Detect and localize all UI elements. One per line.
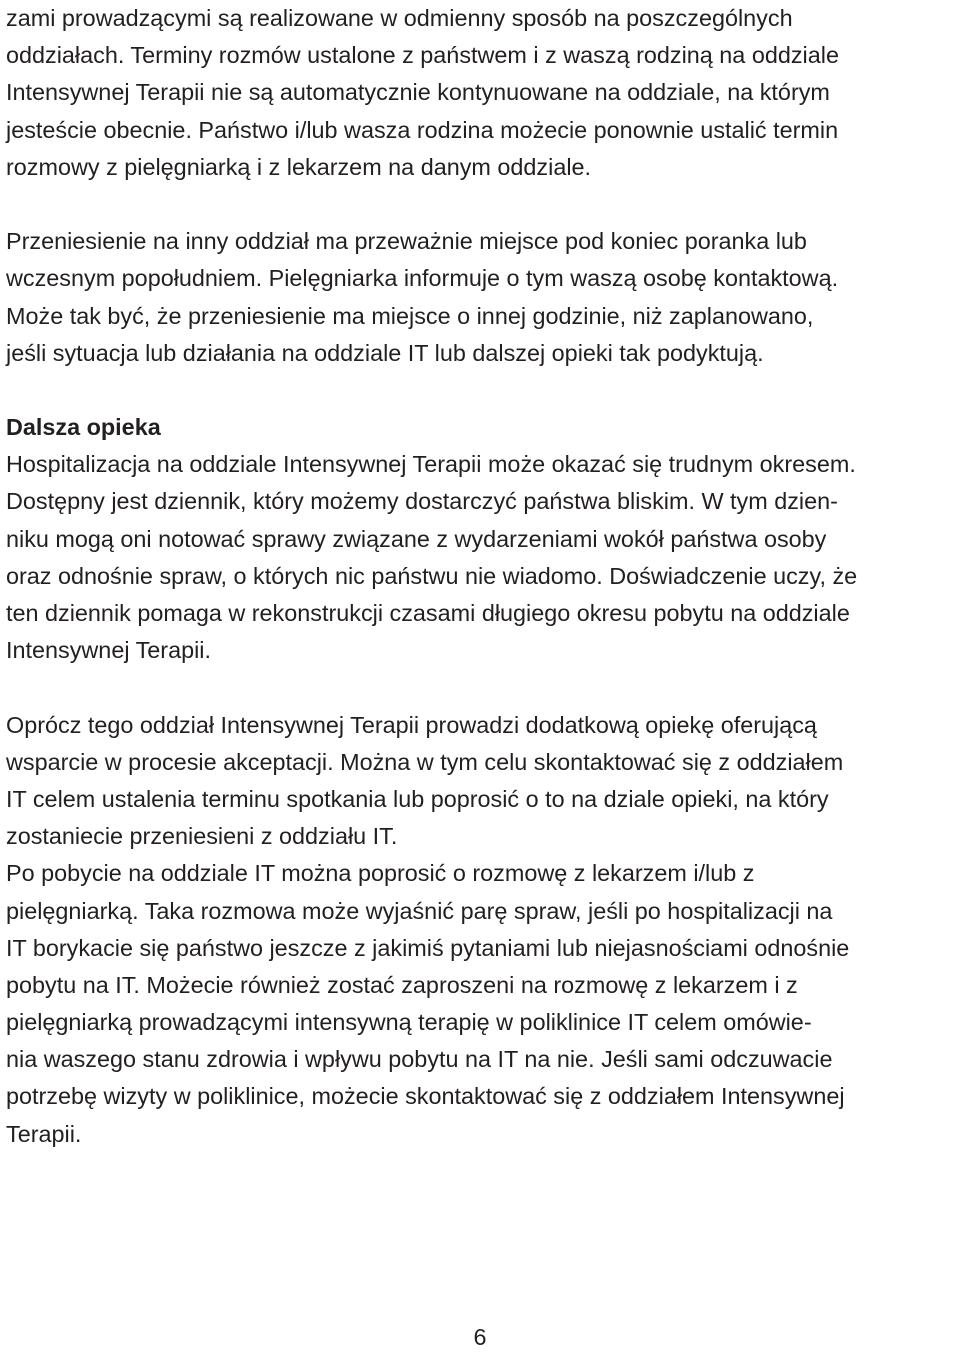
text-line: Oprócz tego oddział Intensywnej Terapii prowadzi dodatkową opiekę oferującą bbox=[6, 711, 817, 738]
text-line: ten dziennik pomaga w rekonstrukcji czasami długiego okresu pobytu na oddziale bbox=[6, 600, 850, 626]
text-line: nia waszego stanu zdrowia i wpływu pobytu na IT na nie. Jeśli sami odczuwacie bbox=[6, 1046, 833, 1073]
text-line: potrzebę wizyty w poliklinice, możecie skontaktować się z oddziałem Intensywnej bbox=[6, 1083, 845, 1110]
text-line: IT celem ustalenia terminu spotkania lub poprosić o to na dziale opieki, na który bbox=[6, 785, 829, 812]
section-further-care bbox=[6, 409, 958, 669]
paragraph-transfer-timing bbox=[6, 223, 958, 372]
text-line: Po pobycie na oddziale IT można poprosić o rozmowę z lekarzem i/lub z bbox=[6, 860, 755, 887]
text-line: oddziałach. Terminy rozmów ustalone z państwem i z waszą rodziną na oddziale bbox=[6, 42, 839, 69]
text-line: IT borykacie się państwo jeszcze z jakimiś pytaniami lub niejasnościami odnośnie bbox=[6, 934, 850, 961]
text-line: wczesnym popołudniem. Pielęgniarka informuje o tym waszą osobę kontaktową. bbox=[6, 265, 839, 292]
text-line: niku mogą oni notować sprawy związane z wydarzeniami wokół państwa osoby bbox=[6, 525, 827, 552]
text-line: Intensywnej Terapii nie są automatycznie kontynuowane na oddziale, na którym bbox=[6, 79, 830, 106]
text-line: Intensywnej Terapii. bbox=[6, 637, 211, 664]
text-line: oraz odnośnie spraw, o których nic państwu nie wiadomo. Doświadczenie uczy, że bbox=[6, 562, 858, 589]
text-line: pobytu na IT. Możecie również zostać zaproszeni na rozmowę z lekarzem i z bbox=[6, 971, 798, 998]
text-line: zostaniecie przeniesieni z oddziału IT. bbox=[6, 823, 398, 850]
text-line: zami prowadzącymi są realizowane w odmienny sposób na poszczególnych bbox=[6, 5, 793, 31]
text-line: pielęgniarką prowadzącymi intensywną terapię w poliklinice IT celem omówie- bbox=[6, 1009, 812, 1036]
text-line: jesteście obecnie. Państwo i/lub wasza rodzina możecie ponownie ustalić termin bbox=[6, 116, 839, 143]
paragraph-gap bbox=[6, 372, 958, 409]
paragraph-gap bbox=[6, 186, 958, 223]
document-page bbox=[6, 0, 958, 1153]
text-line: Może tak być, że przeniesienie ma miejsce o innej godzinie, niż zaplanowano, bbox=[6, 302, 814, 329]
text-line: Dostępny jest dziennik, który możemy dostarczyć państwa bliskim. W tym dzien- bbox=[6, 488, 838, 515]
page-number: 6 bbox=[473, 1324, 487, 1350]
text-line: jeśli sytuacja lub działania na oddziale IT lub dalszej opieki tak podyktują. bbox=[6, 339, 764, 366]
text-line: Przeniesienie na inny oddział ma przeważnie miejsce pod koniec poranka lub bbox=[6, 228, 807, 255]
paragraph-gap bbox=[6, 669, 958, 706]
text-line: pielęgniarką. Taka rozmowa może wyjaśnić parę spraw, jeśli po hospitalizacji na bbox=[6, 897, 833, 924]
text-line: Terapii. bbox=[6, 1120, 82, 1147]
text-line: Hospitalizacja na oddziale Intensywnej Terapii może okazać się trudnym okresem. bbox=[6, 451, 856, 478]
paragraph-transfer-conversations bbox=[6, 0, 958, 186]
text-line: wsparcie w procesie akceptacji. Można w tym celu skontaktować się z oddziałem bbox=[6, 748, 844, 775]
paragraph-additional-care bbox=[6, 707, 958, 1153]
section-heading: Dalsza opieka bbox=[6, 414, 161, 441]
text-line: rozmowy z pielęgniarką i z lekarzem na danym oddziale. bbox=[6, 153, 592, 180]
